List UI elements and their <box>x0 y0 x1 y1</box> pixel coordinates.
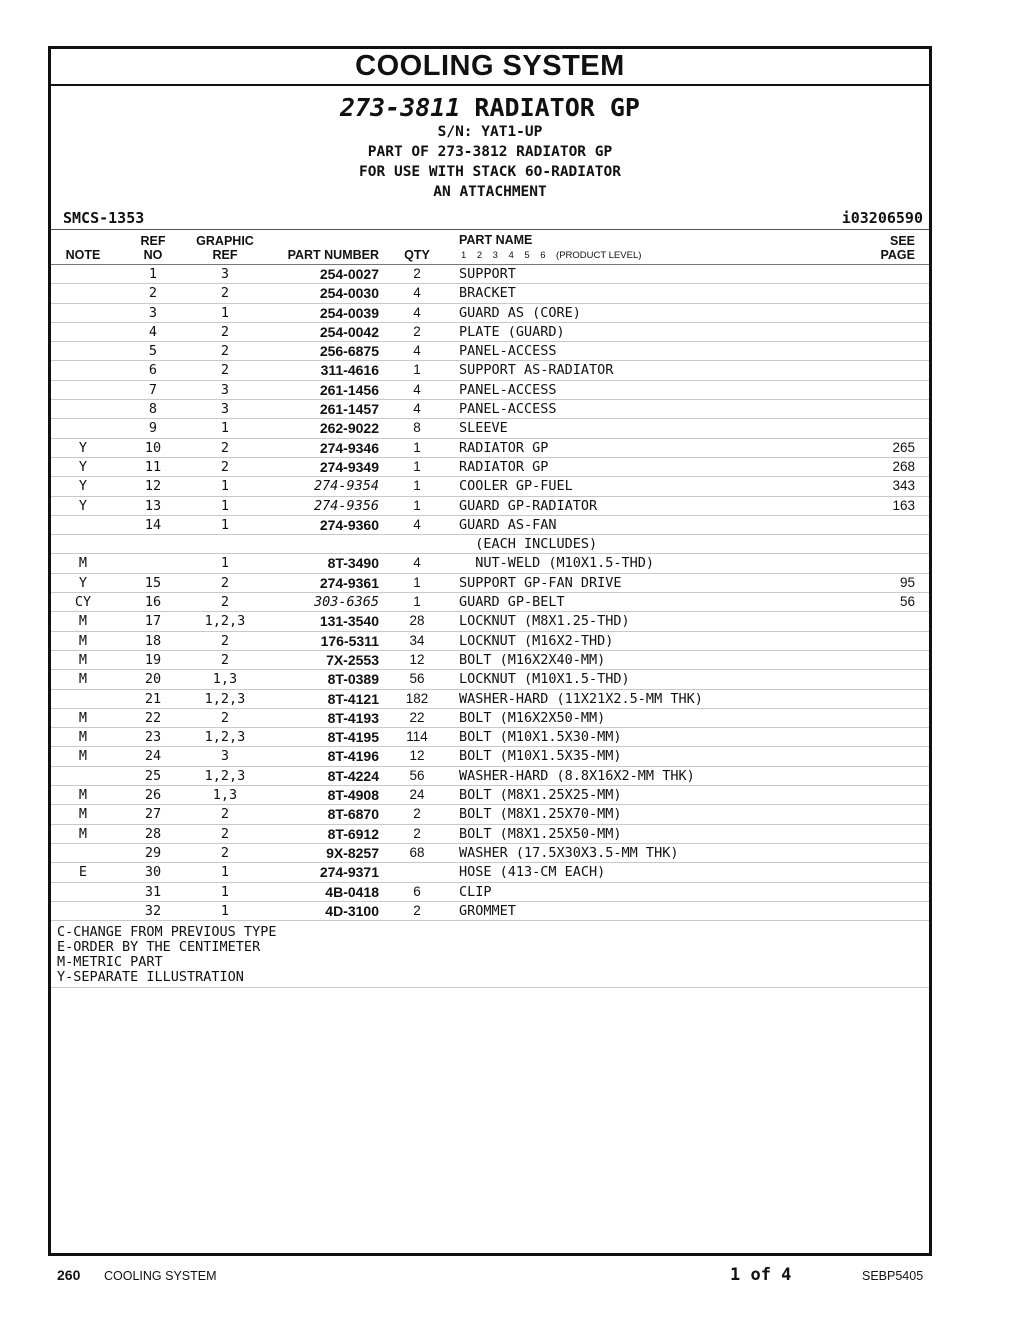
row-qty: 56 <box>409 671 425 687</box>
table-row <box>51 535 929 554</box>
header-graphic-bottom: REF <box>212 248 238 262</box>
row-part-number: 254-0039 <box>319 304 379 321</box>
row-qty: 34 <box>409 632 425 648</box>
row-note: M <box>78 613 88 630</box>
row-ref-no: 32 <box>144 902 162 919</box>
row-graphic-ref: 2 <box>220 594 230 611</box>
row-qty: 12 <box>409 748 425 764</box>
row-ref-no: 6 <box>148 362 158 379</box>
parts-table-body <box>51 265 929 921</box>
header-part-number: PART NUMBER <box>287 248 379 262</box>
row-graphic-ref: 1 <box>220 902 230 919</box>
row-qty: 2 <box>413 825 421 841</box>
row-part-number: 4D-3100 <box>325 902 379 919</box>
row-graphic-ref: 3 <box>220 266 230 282</box>
row-part-name: SUPPORT <box>459 266 516 282</box>
row-qty: 2 <box>413 323 421 339</box>
row-graphic-ref: 1,2,3 <box>204 767 246 784</box>
serial-range: S/N: YAT1-UP <box>437 124 543 140</box>
row-qty: 1 <box>413 439 421 455</box>
row-graphic-ref: 2 <box>220 285 230 302</box>
table-row <box>51 747 929 766</box>
row-graphic-ref: 1,2,3 <box>204 613 246 630</box>
row-part-number: 274-9346 <box>319 439 379 456</box>
row-part-name: PANEL-ACCESS <box>459 343 557 360</box>
smcs-code: SMCS-1353 <box>63 209 145 227</box>
group-name: RADIATOR GP <box>474 93 640 122</box>
row-note: M <box>78 806 88 823</box>
table-row <box>51 632 929 651</box>
row-ref-no: 19 <box>144 651 162 668</box>
row-note: Y <box>78 439 88 456</box>
row-see-page: 163 <box>892 497 915 513</box>
footer-doc-id: SEBP5405 <box>862 1269 924 1283</box>
row-note: M <box>78 671 88 688</box>
row-graphic-ref: 2 <box>220 632 230 649</box>
row-qty: 4 <box>413 381 421 397</box>
row-part-number: 8T-6912 <box>327 825 379 842</box>
row-part-number: 256-6875 <box>319 343 379 360</box>
row-ref-no: 17 <box>144 613 162 630</box>
table-row <box>51 284 929 303</box>
row-part-name: WASHER (17.5X30X3.5-MM THK) <box>459 844 679 861</box>
row-qty: 182 <box>405 690 429 706</box>
row-qty: 28 <box>409 613 425 629</box>
row-note: M <box>78 555 88 572</box>
row-qty: 1 <box>413 458 421 474</box>
table-row <box>51 690 929 709</box>
row-part-number: 303-6365 <box>313 594 379 611</box>
row-part-name: BOLT (M8X1.25X25-MM) <box>459 787 622 804</box>
row-qty: 68 <box>409 844 425 860</box>
legend-metric: M-METRIC PART <box>57 954 163 971</box>
row-graphic-ref: 1,2,3 <box>204 729 246 746</box>
row-part-name: BOLT (M8X1.25X50-MM) <box>459 825 622 842</box>
row-note: M <box>78 709 88 726</box>
table-row <box>51 342 929 361</box>
header-qty: QTY <box>404 248 430 262</box>
table-row <box>51 439 929 458</box>
table-row <box>51 728 929 747</box>
row-graphic-ref: 1 <box>220 304 230 321</box>
row-part-number: 274-9349 <box>319 458 379 475</box>
row-note: Y <box>78 458 88 475</box>
row-part-number: 311-4616 <box>320 362 379 379</box>
table-row <box>51 574 929 593</box>
row-qty: 8 <box>413 420 421 436</box>
row-part-name: (EACH INCLUDES) <box>459 536 598 553</box>
row-part-number: 8T-4224 <box>327 767 379 784</box>
row-graphic-ref: 2 <box>220 844 230 861</box>
row-part-number: 8T-4908 <box>327 787 379 804</box>
row-ref-no: 25 <box>144 767 162 784</box>
row-ref-no: 14 <box>144 516 162 533</box>
row-part-name: GUARD AS-FAN <box>459 516 557 533</box>
row-note: CY <box>74 594 92 611</box>
row-ref-no: 29 <box>144 844 162 861</box>
row-graphic-ref: 1 <box>220 497 230 514</box>
table-row <box>51 554 929 573</box>
row-note: M <box>78 651 88 668</box>
row-part-number: 9X-8257 <box>326 844 379 861</box>
row-graphic-ref: 3 <box>220 748 230 765</box>
row-ref-no: 10 <box>144 439 162 456</box>
row-part-name: BOLT (M16X2X50-MM) <box>459 709 606 726</box>
illustration-id: i03206590 <box>841 209 923 227</box>
table-row <box>51 651 929 670</box>
table-row <box>51 497 929 516</box>
row-graphic-ref: 2 <box>220 651 230 668</box>
row-ref-no: 20 <box>144 671 162 688</box>
row-part-name: CLIP <box>459 883 492 900</box>
row-qty: 4 <box>413 285 421 301</box>
row-note: E <box>78 864 88 881</box>
row-ref-no: 24 <box>144 748 162 765</box>
header-ref-bottom: NO <box>143 248 163 262</box>
row-ref-no: 15 <box>144 574 162 591</box>
row-part-number: 4B-0418 <box>325 883 379 900</box>
row-part-name: WASHER-HARD (8.8X16X2-MM THK) <box>459 767 695 784</box>
row-part-name: WASHER-HARD (11X21X2.5-MM THK) <box>459 690 703 707</box>
row-ref-no: 23 <box>144 729 162 746</box>
row-ref-no: 28 <box>144 825 162 842</box>
table-row <box>51 709 929 728</box>
row-graphic-ref: 2 <box>220 825 230 842</box>
footer-page-number: 260 <box>57 1267 81 1283</box>
row-part-name: BOLT (M16X2X40-MM) <box>459 651 606 668</box>
row-see-page: 56 <box>899 594 915 610</box>
row-ref-no: 26 <box>144 787 162 804</box>
row-part-number: 254-0030 <box>319 285 379 302</box>
row-note: Y <box>78 497 88 514</box>
row-ref-no: 22 <box>144 709 162 726</box>
row-ref-no: 18 <box>144 632 162 649</box>
row-part-number: 254-0027 <box>319 266 379 282</box>
page-footer <box>0 1265 1020 1287</box>
row-ref-no: 16 <box>144 594 162 611</box>
row-graphic-ref: 2 <box>220 709 230 726</box>
row-part-name: GUARD GP-RADIATOR <box>459 497 598 514</box>
row-qty: 4 <box>413 304 421 320</box>
row-note: M <box>78 825 88 842</box>
row-graphic-ref: 2 <box>220 362 230 379</box>
row-part-number: 274-9360 <box>319 516 379 533</box>
row-qty: 2 <box>413 806 421 822</box>
row-ref-no: 3 <box>148 304 158 321</box>
row-note: M <box>78 729 88 746</box>
row-part-number: 261-1457 <box>319 401 379 418</box>
row-ref-no: 12 <box>144 478 162 495</box>
table-row <box>51 844 929 863</box>
row-ref-no: 1 <box>148 266 158 282</box>
row-part-name: BOLT (M10X1.5X30-MM) <box>459 729 622 746</box>
row-part-number: 131-3540 <box>319 613 379 630</box>
row-qty: 24 <box>409 787 425 803</box>
table-header <box>51 229 929 265</box>
row-part-number: 262-9022 <box>319 420 379 437</box>
row-graphic-ref: 1 <box>220 555 230 572</box>
row-ref-no: 7 <box>148 381 158 398</box>
row-part-number: 274-9371 <box>319 864 379 881</box>
row-graphic-ref: 3 <box>220 381 230 398</box>
row-qty: 12 <box>409 651 425 667</box>
note-legend <box>51 921 929 988</box>
row-part-name: RADIATOR GP <box>459 458 549 475</box>
row-graphic-ref: 2 <box>220 574 230 591</box>
section-title: COOLING SYSTEM <box>51 49 929 86</box>
table-row <box>51 612 929 631</box>
table-row <box>51 805 929 824</box>
row-part-name: GUARD AS (CORE) <box>459 304 581 321</box>
row-part-number: 8T-4121 <box>327 690 379 707</box>
header-see-bottom: PAGE <box>880 248 915 262</box>
row-ref-no: 9 <box>148 420 158 437</box>
row-qty: 1 <box>413 594 421 610</box>
row-part-name: SLEEVE <box>459 420 508 437</box>
row-note: M <box>78 632 88 649</box>
row-graphic-ref: 1 <box>220 478 230 495</box>
row-note: M <box>78 748 88 765</box>
row-part-name: GUARD GP-BELT <box>459 594 565 611</box>
table-row <box>51 593 929 612</box>
row-qty: 1 <box>413 574 421 590</box>
row-graphic-ref: 1 <box>220 864 230 881</box>
table-row <box>51 400 929 419</box>
row-qty: 1 <box>413 362 421 378</box>
row-graphic-ref: 1,2,3 <box>204 690 246 707</box>
row-part-name: HOSE (413-CM EACH) <box>459 864 606 881</box>
row-note: Y <box>78 478 88 495</box>
group-title <box>51 94 929 122</box>
code-line <box>51 207 929 229</box>
table-row <box>51 477 929 496</box>
table-row <box>51 381 929 400</box>
part-of-line: PART OF 273-3812 RADIATOR GP <box>367 144 613 160</box>
row-qty: 22 <box>409 709 425 725</box>
table-row <box>51 304 929 323</box>
row-part-number: 8T-6870 <box>327 806 379 823</box>
row-ref-no: 31 <box>144 883 162 900</box>
row-graphic-ref: 2 <box>220 458 230 475</box>
row-note: Y <box>78 574 88 591</box>
parts-list-frame <box>48 46 932 1256</box>
row-part-name: SUPPORT AS-RADIATOR <box>459 362 614 379</box>
row-ref-no: 27 <box>144 806 162 823</box>
table-row <box>51 670 929 689</box>
row-part-name: LOCKNUT (M16X2-THD) <box>459 632 614 649</box>
row-ref-no: 4 <box>148 323 158 340</box>
legend-centimeter: E-ORDER BY THE CENTIMETER <box>57 939 261 956</box>
row-part-name: BOLT (M10X1.5X35-MM) <box>459 748 622 765</box>
row-part-number: 8T-4196 <box>327 748 379 765</box>
legend-separate: Y-SEPARATE ILLUSTRATION <box>57 969 244 986</box>
use-with-line: FOR USE WITH STACK 6O-RADIATOR <box>359 164 621 180</box>
row-see-page: 268 <box>892 458 915 474</box>
row-part-number: 8T-4193 <box>327 709 379 726</box>
row-graphic-ref: 2 <box>220 343 230 360</box>
row-qty: 2 <box>413 902 421 918</box>
row-ref-no: 13 <box>144 497 162 514</box>
row-part-name: GROMMET <box>459 902 516 919</box>
row-graphic-ref: 1 <box>220 420 230 437</box>
row-graphic-ref: 3 <box>220 401 230 418</box>
row-part-name: LOCKNUT (M8X1.25-THD) <box>459 613 630 630</box>
row-ref-no: 30 <box>144 864 162 881</box>
row-graphic-ref: 1,3 <box>212 787 238 804</box>
row-graphic-ref: 1 <box>220 516 230 533</box>
row-part-number: 274-9356 <box>313 497 379 514</box>
table-row <box>51 265 929 284</box>
header-graphic-top: GRAPHIC <box>196 234 254 248</box>
row-ref-no: 8 <box>148 401 158 418</box>
header-ref-top: REF <box>140 234 166 248</box>
row-see-page: 265 <box>892 439 915 455</box>
row-part-number: 8T-3490 <box>327 555 379 572</box>
row-qty: 56 <box>409 767 425 783</box>
table-row <box>51 786 929 805</box>
table-row <box>51 767 929 786</box>
row-part-number: 176-5311 <box>320 632 379 649</box>
table-row <box>51 863 929 882</box>
row-part-number: 274-9354 <box>313 478 379 495</box>
footer-section: COOLING SYSTEM <box>104 1269 217 1283</box>
row-part-name: COOLER GP-FUEL <box>459 478 573 495</box>
table-row <box>51 516 929 535</box>
row-qty: 4 <box>413 343 421 359</box>
row-qty: 114 <box>406 729 428 745</box>
row-see-page: 95 <box>899 574 915 590</box>
table-row <box>51 883 929 902</box>
table-row <box>51 825 929 844</box>
row-part-number: 7X-2553 <box>326 651 379 668</box>
row-part-number: 274-9361 <box>319 574 379 591</box>
footer-page-of: 1 of 4 <box>730 1265 792 1285</box>
row-ref-no: 21 <box>144 690 162 707</box>
row-qty: 6 <box>413 883 421 899</box>
table-row <box>51 419 929 438</box>
legend-change: C-CHANGE FROM PREVIOUS TYPE <box>57 924 277 941</box>
row-qty: 1 <box>413 497 421 513</box>
row-graphic-ref: 2 <box>220 323 230 340</box>
row-part-name: RADIATOR GP <box>459 439 549 456</box>
table-row <box>51 902 929 921</box>
row-part-number: 8T-4195 <box>327 729 379 746</box>
row-part-name: BRACKET <box>459 285 516 302</box>
row-part-number: 8T-0389 <box>327 671 379 688</box>
table-row <box>51 323 929 342</box>
row-qty: 4 <box>413 555 421 571</box>
group-part-number: 273-3811 <box>340 93 461 122</box>
row-ref-no: 11 <box>144 458 162 475</box>
row-graphic-ref: 2 <box>220 806 230 823</box>
row-ref-no: 2 <box>148 285 158 302</box>
row-part-name: BOLT (M8X1.25X70-MM) <box>459 806 622 823</box>
row-see-page: 343 <box>892 478 915 494</box>
row-graphic-ref: 2 <box>220 439 230 456</box>
row-part-name: PANEL-ACCESS <box>459 401 557 418</box>
row-part-name: PANEL-ACCESS <box>459 381 557 398</box>
row-qty: 2 <box>413 266 421 281</box>
row-part-number: 261-1456 <box>319 381 379 398</box>
row-part-name: NUT-WELD (M10X1.5-THD) <box>459 555 655 572</box>
row-qty: 4 <box>413 401 421 417</box>
row-ref-no: 5 <box>148 343 158 360</box>
header-note: NOTE <box>65 248 101 262</box>
row-part-name: SUPPORT GP-FAN DRIVE <box>459 574 622 591</box>
row-part-name: PLATE (GUARD) <box>459 323 565 340</box>
attachment-line: AN ATTACHMENT <box>433 184 547 200</box>
row-part-number: 254-0042 <box>319 323 379 340</box>
row-part-name: LOCKNUT (M10X1.5-THD) <box>459 671 630 688</box>
table-row <box>51 361 929 380</box>
header-product-levels: 1 2 3 4 5 6 (PRODUCT LEVEL) <box>461 250 642 261</box>
row-qty: 4 <box>413 516 421 532</box>
row-note: M <box>78 787 88 804</box>
row-qty: 1 <box>413 478 421 494</box>
header-part-name: PART NAME <box>459 233 533 247</box>
row-graphic-ref: 1 <box>220 883 230 900</box>
table-row <box>51 458 929 477</box>
row-graphic-ref: 1,3 <box>212 671 238 688</box>
header-see-top: SEE <box>889 234 915 248</box>
